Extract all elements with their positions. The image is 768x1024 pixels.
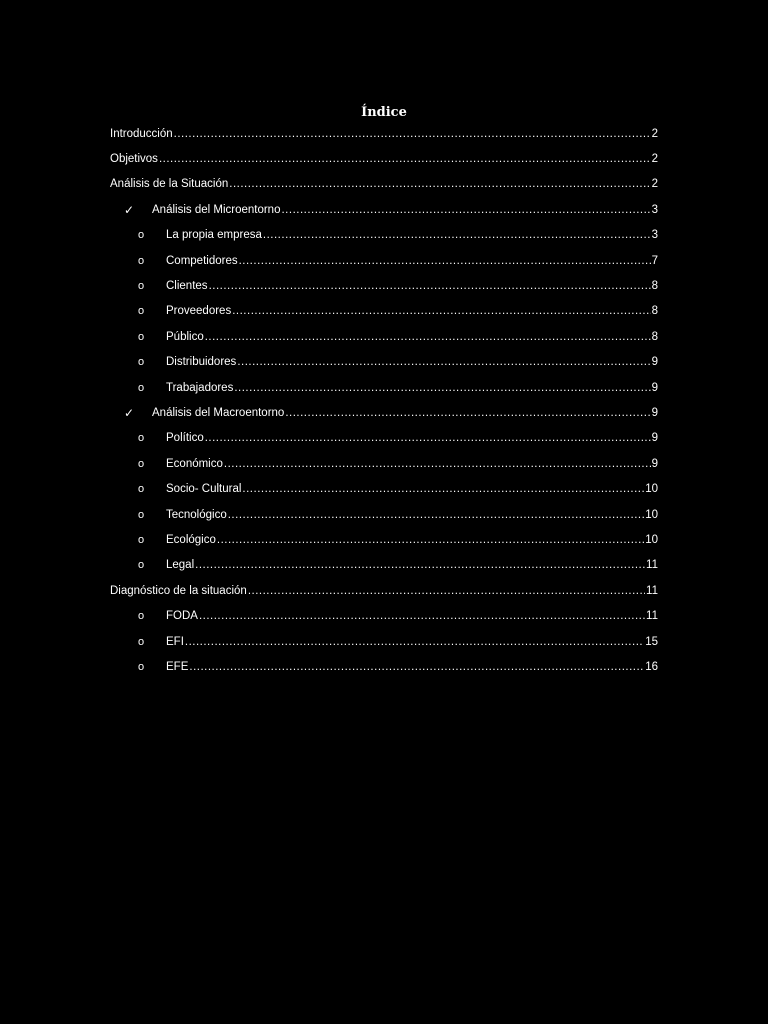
toc-entry[interactable]: [110, 146, 658, 171]
dot-leader: [285, 405, 650, 421]
toc-entry-page-number: 9: [651, 356, 658, 369]
toc-entry[interactable]: [110, 629, 658, 654]
circle-bullet-icon: o: [138, 229, 145, 242]
toc-entry-page-number: 10: [645, 508, 658, 521]
checkmark-bullet-icon: ✓: [124, 405, 135, 420]
dot-leader: [242, 481, 644, 497]
toc-entry[interactable]: [110, 553, 658, 578]
toc-entry-page-number: 2: [651, 127, 658, 140]
toc-entry[interactable]: [110, 121, 658, 146]
circle-bullet-icon: o: [138, 280, 145, 293]
toc-entry-label: Ecológico: [166, 533, 216, 546]
toc-entry[interactable]: [110, 654, 658, 679]
toc-entry-label: Clientes: [166, 280, 208, 293]
toc-entry-label: La propia empresa: [166, 229, 262, 242]
dot-leader: [205, 329, 651, 345]
circle-bullet-icon: o: [138, 610, 145, 623]
toc-entry[interactable]: [110, 603, 658, 628]
toc-entry-page-number: 3: [651, 203, 658, 216]
dot-leader: [237, 354, 650, 370]
toc-entry[interactable]: [110, 400, 658, 425]
dot-leader: [205, 430, 651, 446]
circle-bullet-icon: o: [138, 254, 145, 267]
dot-leader: [263, 227, 651, 243]
toc-entry[interactable]: [110, 273, 658, 298]
toc-entry-label: Análisis de la Situación: [110, 178, 229, 191]
toc-entry-page-number: 8: [651, 280, 658, 293]
dot-leader: [228, 507, 644, 523]
dot-leader: [199, 608, 645, 624]
toc-entry-page-number: 10: [645, 483, 658, 496]
toc-entry[interactable]: [110, 527, 658, 552]
toc-entry-page-number: 11: [646, 559, 658, 572]
dot-leader: [185, 634, 644, 650]
toc-entry[interactable]: [110, 375, 658, 400]
toc-entry-label: Análisis del Macroentorno: [152, 406, 285, 419]
dot-leader: [232, 303, 650, 319]
toc-entry[interactable]: [110, 248, 658, 273]
circle-bullet-icon: o: [138, 533, 145, 546]
circle-bullet-icon: o: [138, 381, 145, 394]
toc-entry-label: Político: [166, 432, 204, 445]
dot-leader: [159, 151, 651, 167]
toc-entry[interactable]: [110, 502, 658, 527]
toc-entry-label: Diagnóstico de la situación: [110, 584, 247, 597]
toc-entry[interactable]: [110, 197, 658, 222]
toc-entry-page-number: 3: [651, 229, 658, 242]
toc-entry-page-number: 7: [651, 254, 658, 267]
toc-entry[interactable]: [110, 451, 658, 476]
dot-leader: [174, 126, 651, 142]
toc-entry[interactable]: [110, 172, 658, 197]
toc-entry[interactable]: [110, 426, 658, 451]
toc-entry-page-number: 9: [651, 381, 658, 394]
toc-entry-page-number: 15: [645, 635, 658, 648]
toc-entry-page-number: 10: [645, 533, 658, 546]
toc-entry-page-number: 2: [651, 178, 658, 191]
toc-entry-page-number: 9: [651, 406, 658, 419]
circle-bullet-icon: o: [138, 635, 145, 648]
toc-entry[interactable]: [110, 476, 658, 501]
toc-entry-page-number: 11: [646, 610, 658, 623]
toc-entry-page-number: 11: [646, 584, 658, 597]
dot-leader: [189, 659, 644, 675]
toc-entry-page-number: 8: [651, 305, 658, 318]
toc-entry-page-number: 2: [651, 153, 658, 166]
dot-leader: [229, 176, 650, 192]
circle-bullet-icon: o: [138, 432, 145, 445]
toc-entry-page-number: 16: [645, 660, 658, 673]
toc-entry-label: Distribuidores: [166, 356, 237, 369]
toc-entry-label: EFI: [166, 635, 184, 648]
circle-bullet-icon: o: [138, 356, 145, 369]
circle-bullet-icon: o: [138, 457, 145, 470]
toc-entry-page-number: 9: [651, 432, 658, 445]
toc-entry[interactable]: [110, 324, 658, 349]
checkmark-bullet-icon: ✓: [124, 202, 135, 217]
dot-leader: [234, 380, 650, 396]
circle-bullet-icon: o: [138, 508, 145, 521]
toc-entry-label: Análisis del Microentorno: [152, 203, 281, 216]
table-of-contents: [110, 121, 658, 680]
toc-entry-label: Económico: [166, 457, 223, 470]
toc-entry[interactable]: [110, 299, 658, 324]
dot-leader: [209, 278, 651, 294]
circle-bullet-icon: o: [138, 660, 145, 673]
toc-entry-label: Introducción: [110, 127, 173, 140]
dot-leader: [195, 557, 645, 573]
circle-bullet-icon: o: [138, 483, 145, 496]
toc-entry-label: Socio- Cultural: [166, 483, 242, 496]
toc-entry-label: Competidores: [166, 254, 238, 267]
toc-entry-label: Público: [166, 330, 204, 343]
toc-entry-label: Legal: [166, 559, 195, 572]
toc-entry-page-number: 9: [651, 457, 658, 470]
toc-entry-label: Trabajadores: [166, 381, 234, 394]
toc-entry-page-number: 8: [651, 330, 658, 343]
circle-bullet-icon: o: [138, 305, 145, 318]
dot-leader: [239, 253, 651, 269]
circle-bullet-icon: o: [138, 559, 145, 572]
dot-leader: [224, 456, 651, 472]
toc-entry-label: FODA: [166, 610, 198, 623]
dot-leader: [217, 532, 644, 548]
toc-entry-label: EFE: [166, 660, 189, 673]
toc-entry-label: Proveedores: [166, 305, 232, 318]
toc-title: Índice: [361, 105, 407, 120]
toc-entry[interactable]: [110, 223, 658, 248]
circle-bullet-icon: o: [138, 330, 145, 343]
toc-entry[interactable]: [110, 578, 658, 603]
toc-entry[interactable]: [110, 350, 658, 375]
dot-leader: [281, 202, 650, 218]
dot-leader: [248, 583, 645, 599]
toc-entry-label: Objetivos: [110, 153, 158, 166]
toc-entry-label: Tecnológico: [166, 508, 227, 521]
